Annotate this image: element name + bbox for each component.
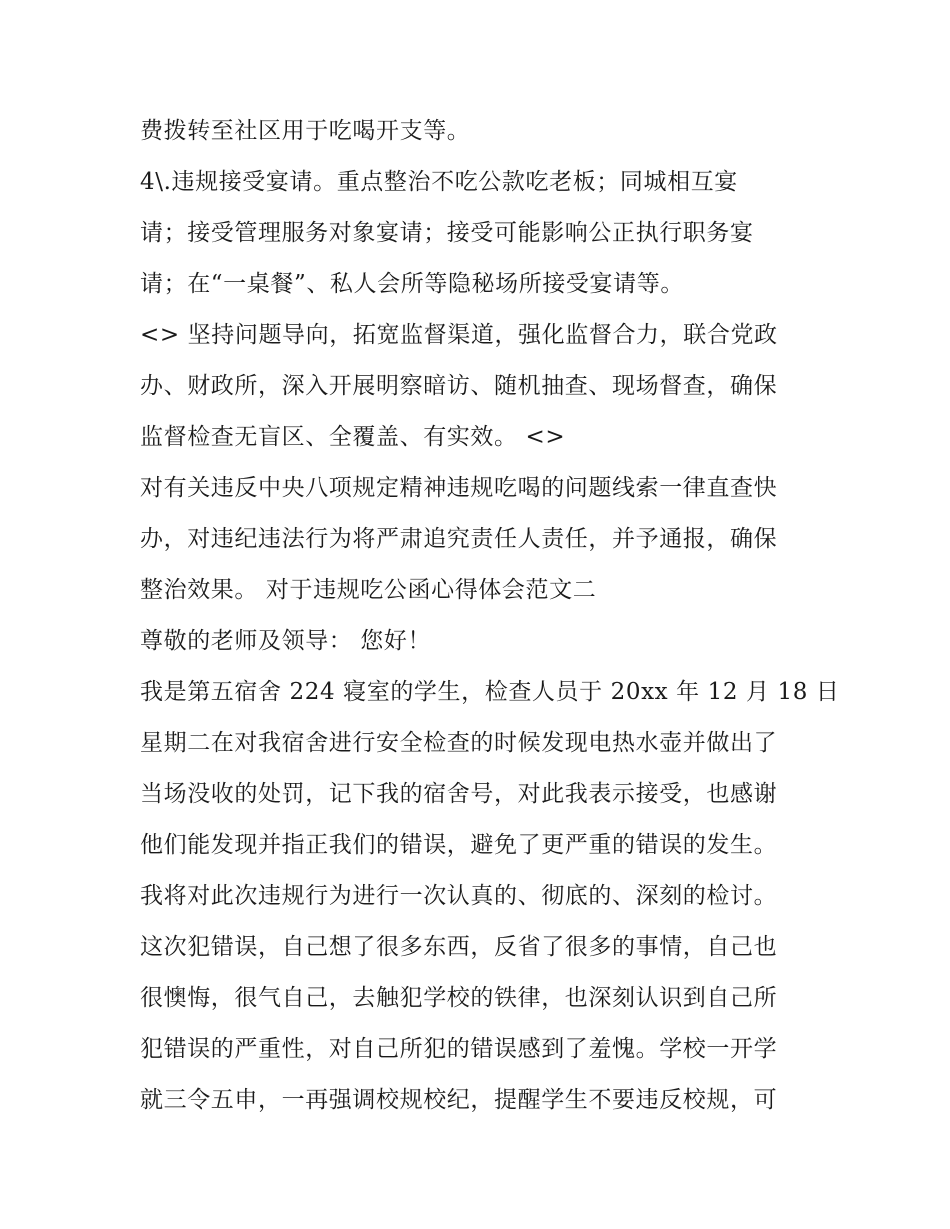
text-line: 星期二在对我宿舍进行安全检查的时候发现电热水壶并做出了 [140,730,778,756]
text-line: 监督检查无盲区、全覆盖、有实效。 <> [140,424,566,450]
body-text [140,106,840,1126]
text-line: 办、财政所，深入开展明察暗访、随机抽查、现场督查，确保 [140,373,778,399]
text-line: 请；接受管理服务对象宴请；接受可能影响公正执行职务宴 [140,220,754,246]
text-line: 办，对违纪违法行为将严肃追究责任人责任，并予通报，确保 [140,526,778,552]
text-line: 整治效果。 对于违规吃公函心得体会范文二 [140,577,597,603]
text-line: 对有关违反中央八项规定精神违规吃喝的问题线索一律直查快 [140,475,778,501]
text-line: 犯错误的严重性，对自己所犯的错误感到了羞愧。学校一开学 [140,1036,778,1062]
text-line: 请；在“一桌餐”、私人会所等隐秘场所接受宴请等。 [140,271,684,297]
text-line: 4\.违规接受宴请。重点整治不吃公款吃老板；同城相互宴 [140,169,738,195]
text-line: 这次犯错误，自己想了很多东西，反省了很多的事情，自己也 [140,934,778,960]
text-line: 我是第五宿舍 224 寝室的学生，检查人员于 20xx 年 12 月 18 日 [140,679,840,705]
text-line: <> 坚持问题导向，拓宽监督渠道，强化监督合力，联合党政 [140,322,778,348]
text-line: 当场没收的处罚，记下我的宿舍号，对此我表示接受，也感谢 [140,781,778,807]
text-line: 就三令五申，一再强调校规校纪，提醒学生不要违反校规，可 [140,1087,778,1113]
text-line: 我将对此次违规行为进行一次认真的、彻底的、深刻的检讨。 [140,883,778,909]
text-line: 费拨转至社区用于吃喝开支等。 [140,118,471,144]
text-line: 尊敬的老师及领导： 您好！ [140,628,432,654]
text-line: 很懊悔，很气自己，去触犯学校的铁律，也深刻认识到自己所 [140,985,778,1011]
text-line: 他们能发现并指正我们的错误，避免了更严重的错误的发生。 [140,832,778,858]
